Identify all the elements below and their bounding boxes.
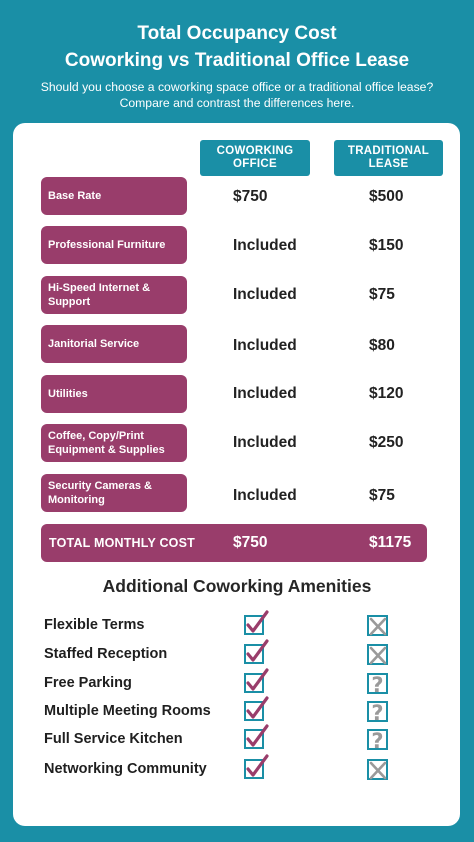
column-header-coworking: COWORKING OFFICE [200, 140, 310, 176]
row-value-traditional: $500 [369, 188, 404, 205]
svg-text:?: ? [371, 673, 384, 697]
row-value-coworking: Included [233, 286, 297, 303]
page-subtitle: Should you choose a coworking space office or a traditional office lease? Compare and contrast the differences here. [40, 80, 434, 110]
check-icon [242, 668, 272, 696]
column-header-traditional: TRADITIONAL LEASE [334, 140, 443, 176]
amenity-free-parking: Free Parking [44, 675, 132, 691]
row-value-coworking: Included [233, 237, 297, 254]
amenity-multiple-meeting-rooms: Multiple Meeting Rooms [44, 703, 211, 719]
row-label-security-cameras: Security Cameras & Monitoring [41, 474, 187, 512]
total-monthly-cost-bar [41, 524, 427, 562]
row-value-coworking: Included [233, 385, 297, 402]
svg-text:?: ? [371, 701, 384, 725]
question-icon [364, 698, 394, 726]
page-title-line-2: Coworking vs Traditional Office Lease [64, 50, 410, 71]
row-value-traditional: $75 [369, 286, 395, 303]
question-icon [364, 726, 394, 754]
total-value-coworking: $750 [233, 534, 268, 551]
check-icon [242, 610, 272, 638]
x-box-icon [364, 612, 394, 640]
row-value-coworking: Included [233, 487, 297, 504]
x-box-icon [364, 756, 394, 784]
row-value-traditional: $150 [369, 237, 404, 254]
total-value-traditional: $1175 [369, 534, 412, 551]
total-label: TOTAL MONTHLY COST [49, 536, 195, 550]
row-label-utilities: Utilities [41, 375, 187, 413]
amenity-staffed-reception: Staffed Reception [44, 646, 168, 662]
row-label-janitorial-service: Janitorial Service [41, 325, 187, 363]
row-value-coworking: Included [233, 434, 297, 451]
amenities-title: Additional Coworking Amenities [102, 576, 372, 596]
check-icon [242, 754, 272, 782]
x-box-icon [364, 641, 394, 669]
row-value-coworking: Included [233, 337, 297, 354]
page-title-line-1: Total Occupancy Cost [137, 23, 337, 44]
question-icon [364, 670, 394, 698]
row-value-traditional: $75 [369, 487, 395, 504]
row-label-hi-speed-internet: Hi-Speed Internet & Support [41, 276, 187, 314]
row-value-traditional: $120 [369, 385, 404, 402]
row-value-coworking: $750 [233, 188, 268, 205]
amenity-full-service-kitchen: Full Service Kitchen [44, 731, 183, 747]
row-label-coffee-copy-print: Coffee, Copy/Print Equipment & Supplies [41, 424, 187, 462]
amenity-networking-community: Networking Community [44, 761, 207, 777]
row-label-professional-furniture: Professional Furniture [41, 226, 187, 264]
check-icon [242, 639, 272, 667]
check-icon [242, 724, 272, 752]
row-label-base-rate: Base Rate [41, 177, 187, 215]
row-value-traditional: $250 [369, 434, 404, 451]
row-value-traditional: $80 [369, 337, 395, 354]
svg-text:?: ? [371, 729, 384, 753]
amenity-flexible-terms: Flexible Terms [44, 617, 145, 633]
check-icon [242, 696, 272, 724]
